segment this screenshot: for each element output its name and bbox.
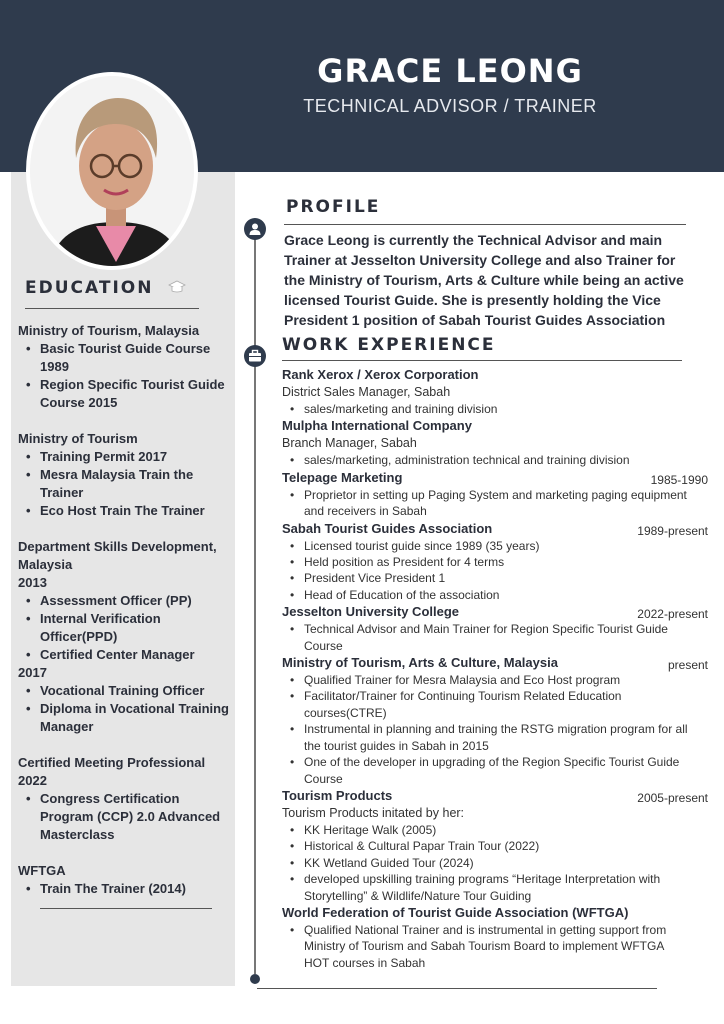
work-bullet: • sales/marketing, administration technical and training division — [282, 452, 714, 468]
work-org — [282, 904, 714, 922]
work-bullet: • Historical & Cultural Papar Train Tour (2022) — [282, 838, 714, 854]
education-item: • Region Specific Tourist Guide Course 2015 — [18, 376, 233, 412]
work-org-name: Rank Xerox / Xerox Corporation — [282, 367, 479, 382]
work-org-name: Sabah Tourist Guides Association — [282, 520, 493, 536]
work-bullet: • Instrumental in planning and training the RSTG migration program for all the tourist guides in Sabah in 2015 — [282, 721, 714, 754]
work-timeline-marker — [244, 345, 266, 367]
profile-heading: PROFILE — [286, 197, 381, 217]
work-date: 2022-present — [637, 607, 708, 622]
work-bullets — [282, 487, 714, 520]
work-org — [282, 469, 714, 487]
education-item: • Congress Certification Program (CCP) 2.0 Advanced Masterclass — [18, 790, 233, 844]
education-list — [18, 322, 233, 898]
work-bullet: • developed upskilling training programs “Heritage Interpretation with Storytelling” & Wildlife/Nature Tour Guiding — [282, 871, 714, 904]
education-org: Ministry of Tourism — [18, 431, 138, 446]
profile-text: Grace Leong is currently the Technical Advisor and main Trainer at Jesselton University College and also Trainer for the Ministry of Tourism, Arts & Culture while being an active licensed Tourist Guide. She is presently holding the Vice President 1 position of Sabah Tourist Guides Association — [284, 232, 684, 328]
education-org: Department Skills Development, Malaysia — [18, 539, 217, 572]
education-item: • Train The Trainer (2014) — [18, 880, 233, 898]
education-year: 2017 — [18, 665, 47, 680]
education-divider — [25, 308, 199, 309]
education-heading: EDUCATION — [25, 278, 154, 298]
education-org: Ministry of Tourism, Malaysia — [18, 323, 200, 338]
work-date: 1989-present — [637, 523, 708, 538]
work-bullets — [282, 452, 714, 468]
work-bullet: • KK Heritage Walk (2005) — [282, 822, 714, 838]
education-item: • Training Permit 2017 — [18, 448, 233, 466]
timeline-line — [254, 222, 256, 974]
education-end-divider — [40, 908, 212, 909]
education-org: WFTGA — [18, 863, 66, 878]
work-org — [282, 603, 714, 621]
education-year: 2022 — [18, 773, 47, 788]
work-bullet: • Qualified National Trainer and is instrumental in getting support from Ministry of Tourism and Sabah Tourism Board to implement WFTGA HOT courses in Sabah — [282, 922, 714, 971]
job-title: TECHNICAL ADVISOR / TRAINER — [303, 96, 597, 116]
work-heading: WORK EXPERIENCE — [282, 335, 496, 355]
work-org-name: Jesselton University College — [282, 604, 460, 620]
work-org-name: Ministry of Tourism, Arts & Culture, Malaysia — [282, 655, 558, 671]
education-item: • Mesra Malaysia Train the Trainer — [18, 466, 233, 502]
profile-timeline-marker — [244, 218, 266, 240]
briefcase-icon — [248, 349, 262, 363]
work-org — [282, 654, 714, 672]
education-item: • Vocational Training Officer — [18, 682, 233, 700]
education-item: • Internal Verification Officer(PPD) — [18, 610, 233, 646]
work-bullets — [282, 822, 714, 904]
work-bullet: • Head of Education of the association — [282, 587, 714, 603]
work-org — [282, 520, 714, 538]
work-bullet: • Proprietor in setting up Paging System and marketing paging equipment and receivers in Sabah — [282, 487, 714, 520]
work-experience-list — [282, 366, 714, 971]
work-org-name: Tourism Products — [282, 787, 393, 803]
work-bullets — [282, 401, 714, 417]
work-bullets — [282, 922, 714, 971]
timeline-end-dot — [250, 974, 260, 984]
work-org-name: Telepage Marketing — [282, 469, 403, 485]
work-role: District Sales Manager, Sabah — [282, 385, 451, 399]
work-bullet: • Held position as President for 4 terms — [282, 554, 714, 570]
education-item: • Basic Tourist Guide Course 1989 — [18, 340, 233, 376]
education-org: Certified Meeting Professional — [18, 755, 206, 770]
work-bullet: • Facilitator/Trainer for Continuing Tourism Related Education courses(CTRE) — [282, 688, 714, 721]
work-bullets — [282, 621, 714, 654]
work-bullet: • President Vice President 1 — [282, 570, 714, 586]
work-bullets — [282, 672, 714, 787]
work-bullet: • sales/marketing and training division — [282, 401, 714, 417]
education-item: • Certified Center Manager — [18, 646, 233, 664]
user-icon — [248, 222, 262, 236]
education-year: 2013 — [18, 575, 47, 590]
work-org-name: World Federation of Tourist Guide Association (WFTGA) — [282, 904, 629, 920]
footer-divider — [257, 988, 657, 989]
education-item: • Diploma in Vocational Training Manager — [18, 700, 233, 736]
work-bullet: • One of the developer in upgrading of the Region Specific Tourist Guide Course — [282, 754, 714, 787]
work-bullet: • Technical Advisor and Main Trainer for Region Specific Tourist Guide Course — [282, 621, 714, 654]
person-name: GRACE LEONG — [317, 52, 583, 90]
portrait-photo — [30, 76, 198, 270]
work-org — [282, 366, 714, 384]
work-role: Tourism Products initated by her: — [282, 805, 465, 820]
work-bullet: • KK Wetland Guided Tour (2024) — [282, 855, 714, 871]
work-org — [282, 787, 714, 805]
work-bullet: • Qualified Trainer for Mesra Malaysia and Eco Host program — [282, 672, 714, 688]
graduation-cap-icon — [168, 280, 186, 294]
education-item: • Eco Host Train The Trainer — [18, 502, 233, 520]
education-item: • Assessment Officer (PP) — [18, 592, 233, 610]
work-date: present — [667, 658, 708, 673]
work-divider — [282, 360, 682, 361]
work-role: Branch Manager, Sabah — [282, 436, 417, 451]
work-date: 1985-1990 — [650, 472, 708, 487]
work-org — [282, 417, 714, 435]
work-date: 2005-present — [637, 790, 708, 805]
work-bullet: • Licensed tourist guide since 1989 (35 years) — [282, 538, 714, 554]
profile-divider — [284, 224, 686, 225]
work-bullets — [282, 538, 714, 604]
avatar — [26, 72, 198, 270]
work-org-name: Mulpha International Company — [282, 418, 472, 434]
